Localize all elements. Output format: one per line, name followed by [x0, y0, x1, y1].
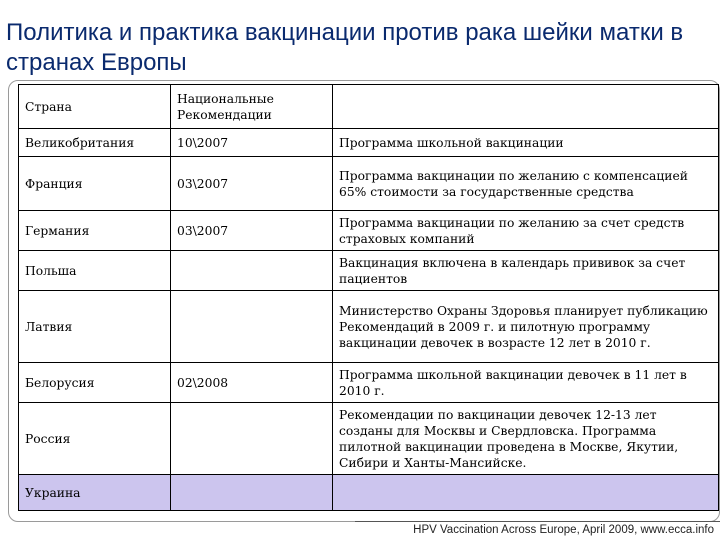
cell-country: Латвия	[19, 291, 171, 363]
cell-date	[171, 251, 333, 291]
table-row	[19, 403, 719, 475]
table-row	[19, 129, 719, 157]
cell-country: Россия	[19, 403, 171, 475]
cell-note: Программа школьной вакцинации девочек в 11 лет в 2010 г.	[333, 363, 719, 403]
cell-country: Франция	[19, 157, 171, 211]
table-row	[19, 291, 719, 363]
table-row	[19, 251, 719, 291]
table-row	[19, 157, 719, 211]
cell-note: Рекомендации по вакцинации девочек 12-13 лет созданы для Москвы и Свердловска. Программа пилотной вакцинации проведена в Москве, Якутии, Сибири и Ханты-Мансийске.	[333, 403, 719, 475]
cell-country: Польша	[19, 251, 171, 291]
cell-date: 03\2007	[171, 211, 333, 251]
cell-date: 02\2008	[171, 363, 333, 403]
table-row	[19, 211, 719, 251]
footer-source: HPV Vaccination Across Europe, April 2009, www.ecca.info	[413, 524, 714, 536]
cell-country: Украина	[19, 475, 171, 511]
cell-note: Министерство Охраны Здоровья планирует публикацию Рекомендаций в 2009 г. и пилотную программу вакцинации девочек в возрасте 12 лет в 2010 г.	[333, 291, 719, 363]
cell-date: 03\2007	[171, 157, 333, 211]
header-recommendations: Национальные Рекомендации	[171, 85, 333, 129]
table-row	[19, 475, 719, 511]
table-row	[19, 363, 719, 403]
cell-note: Вакцинация включена в календарь прививок за счет пациентов	[333, 251, 719, 291]
cell-country: Великобритания	[19, 129, 171, 157]
policy-table	[18, 84, 719, 511]
cell-country: Германия	[19, 211, 171, 251]
cell-note	[333, 475, 719, 511]
header-notes	[333, 85, 719, 129]
table-header-row	[19, 85, 719, 129]
cell-note: Программа вакцинации по желанию за счет средств страховых компаний	[333, 211, 719, 251]
cell-note: Программа школьной вакцинации	[333, 129, 719, 157]
slide-title: Политика и практика вакцинации против рака шейки матки в странах Европы	[6, 19, 684, 76]
cell-date	[171, 291, 333, 363]
cell-country: Белорусия	[19, 363, 171, 403]
cell-date	[171, 403, 333, 475]
footer-divider	[355, 521, 720, 522]
cell-date: 10\2007	[171, 129, 333, 157]
cell-date	[171, 475, 333, 511]
header-country: Страна	[19, 85, 171, 129]
cell-note: Программа вакцинации по желанию с компенсацией 65% стоимости за государственные средства	[333, 157, 719, 211]
